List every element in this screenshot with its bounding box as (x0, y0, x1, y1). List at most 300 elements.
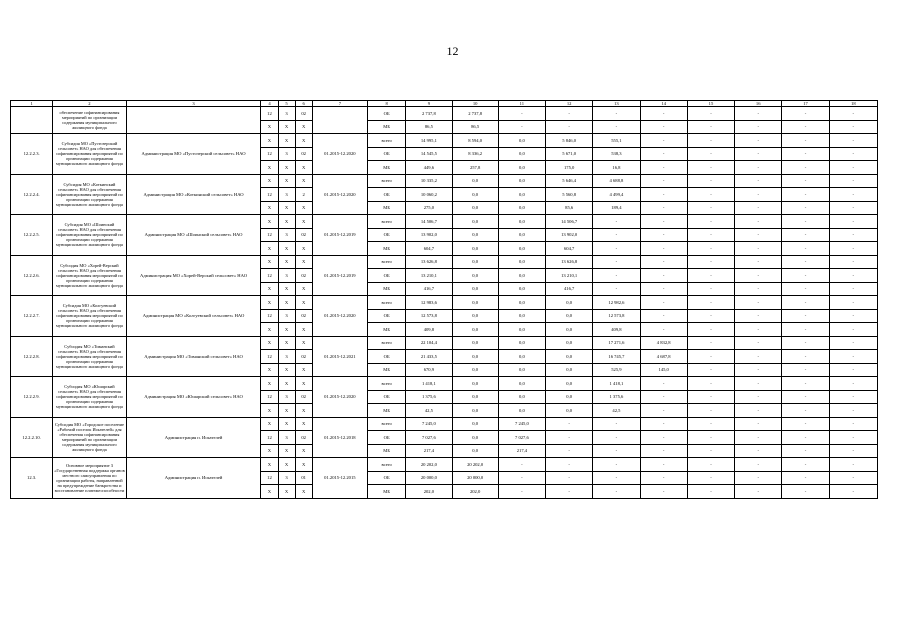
funding-source-cell: всего (368, 255, 406, 269)
amount-cell: - (735, 323, 782, 337)
amount-cell: - (687, 296, 734, 310)
amount-cell: 1 375,6 (406, 390, 452, 404)
code-cell: X (278, 134, 295, 148)
amount-cell: 0,0 (452, 390, 498, 404)
amount-cell: - (640, 404, 687, 418)
code-cell: X (261, 215, 278, 229)
code-cell: 02 (295, 147, 312, 161)
funding-source-cell: ОБ (368, 350, 406, 364)
code-cell: X (278, 336, 295, 350)
amount-cell: - (829, 282, 877, 296)
amount-cell: 0,0 (452, 431, 498, 445)
amount-cell: - (782, 417, 829, 431)
amount-cell: - (498, 107, 545, 121)
code-cell: X (278, 444, 295, 458)
amount-cell: - (687, 350, 734, 364)
amount-cell: - (735, 120, 782, 134)
amount-cell: 2 737,8 (406, 107, 452, 121)
amount-cell: - (640, 417, 687, 431)
amount-cell: 0,0 (546, 390, 593, 404)
amount-cell: 13 626,8 (546, 255, 593, 269)
amount-cell: - (829, 350, 877, 364)
executor-cell (126, 107, 261, 134)
code-cell: 12 (261, 269, 278, 283)
period-cell: 01.2015-12.2020 (312, 174, 367, 215)
funding-source-cell: МБ (368, 444, 406, 458)
amount-cell: - (640, 174, 687, 188)
amount-cell: 0,0 (452, 242, 498, 256)
amount-cell: - (782, 174, 829, 188)
amount-cell: 1 418,1 (593, 377, 640, 391)
amount-cell: - (829, 147, 877, 161)
funding-source-cell: МБ (368, 323, 406, 337)
funding-source-cell: МБ (368, 363, 406, 377)
funding-source-cell: МБ (368, 404, 406, 418)
code-cell: X (295, 242, 312, 256)
amount-cell: - (640, 255, 687, 269)
amount-cell: 22 104,4 (406, 336, 452, 350)
amount-cell: - (593, 444, 640, 458)
amount-cell: 0,0 (498, 336, 545, 350)
amount-cell: 0,0 (546, 350, 593, 364)
funding-source-cell: ОБ (368, 309, 406, 323)
code-cell: X (261, 363, 278, 377)
amount-cell: - (546, 444, 593, 458)
code-cell: 02 (295, 431, 312, 445)
amount-cell: - (687, 323, 734, 337)
amount-cell: 0,0 (452, 174, 498, 188)
amount-cell: - (687, 147, 734, 161)
amount-cell: - (735, 188, 782, 202)
amount-cell: - (829, 458, 877, 472)
code-cell: X (261, 296, 278, 310)
code-cell: 12 (261, 107, 278, 121)
amount-cell: 0,0 (498, 174, 545, 188)
amount-cell: 7 027,6 (406, 431, 452, 445)
amount-cell: - (829, 309, 877, 323)
amount-cell: - (640, 431, 687, 445)
code-cell: 3 (278, 309, 295, 323)
code-cell: X (278, 161, 295, 175)
amount-cell: 10 060,2 (406, 188, 452, 202)
column-number-header: 16 (735, 101, 782, 107)
code-cell: 3 (278, 269, 295, 283)
item-number-cell: 12.2.2.9. (11, 377, 53, 418)
amount-cell: - (687, 471, 734, 485)
period-cell: 01.2015-12.2021 (312, 336, 367, 377)
amount-cell: - (687, 201, 734, 215)
period-cell: 01.2015-12.2020 (312, 377, 367, 418)
amount-cell: - (735, 417, 782, 431)
amount-cell: - (829, 228, 877, 242)
amount-cell: 4 499,4 (593, 188, 640, 202)
code-cell: X (295, 201, 312, 215)
column-number-header: 17 (782, 101, 829, 107)
amount-cell: 20 202,0 (406, 458, 452, 472)
amount-cell: - (687, 228, 734, 242)
amount-cell: - (735, 269, 782, 283)
code-cell: 12 (261, 350, 278, 364)
amount-cell: - (782, 269, 829, 283)
code-cell: X (295, 458, 312, 472)
amount-cell: - (829, 120, 877, 134)
amount-cell: - (735, 471, 782, 485)
amount-cell: 0,0 (498, 323, 545, 337)
amount-cell: 449,6 (406, 161, 452, 175)
amount-cell: - (735, 458, 782, 472)
amount-cell: 85,6 (546, 201, 593, 215)
amount-cell: - (687, 444, 734, 458)
code-cell: X (278, 404, 295, 418)
amount-cell: 0,0 (498, 404, 545, 418)
amount-cell: - (546, 458, 593, 472)
amount-cell: - (687, 431, 734, 445)
amount-cell: - (782, 134, 829, 148)
amount-cell: - (782, 323, 829, 337)
code-cell: X (261, 444, 278, 458)
amount-cell: - (782, 147, 829, 161)
amount-cell: - (687, 390, 734, 404)
amount-cell: - (829, 134, 877, 148)
amount-cell: 13 626,8 (406, 255, 452, 269)
budget-table (10, 100, 878, 499)
amount-cell: - (593, 417, 640, 431)
amount-cell: 0,0 (498, 147, 545, 161)
description-cell: Субсидия МО «Колгуевский сельсовет» НАО для обеспечения софинансирования мероприятий по организации содержания муниципального жилищного фонда (53, 296, 126, 337)
amount-cell: - (735, 255, 782, 269)
code-cell: X (295, 404, 312, 418)
amount-cell: - (640, 107, 687, 121)
amount-cell: - (593, 228, 640, 242)
table-row (11, 336, 878, 350)
amount-cell: - (735, 215, 782, 229)
code-cell: X (278, 296, 295, 310)
amount-cell: - (593, 242, 640, 256)
amount-cell: - (782, 377, 829, 391)
amount-cell: 0,0 (452, 296, 498, 310)
amount-cell: - (829, 444, 877, 458)
amount-cell: - (782, 201, 829, 215)
code-cell: X (261, 458, 278, 472)
amount-cell: 0,0 (498, 188, 545, 202)
executor-cell: Администрация МО «Колгуевский сельсовет» НАО (126, 296, 261, 337)
code-cell: X (261, 161, 278, 175)
amount-cell: - (640, 282, 687, 296)
amount-cell: 0,0 (498, 255, 545, 269)
code-cell: 12 (261, 188, 278, 202)
funding-source-cell: МБ (368, 161, 406, 175)
amount-cell: - (735, 363, 782, 377)
code-cell: 12 (261, 390, 278, 404)
description-cell: Субсидия МО «Городское поселение «Рабочий поселок Искателей» для обеспечения софинансирования мероприятий по организации содержания муниципального жилищного фонда (53, 417, 126, 458)
amount-cell: 604,7 (406, 242, 452, 256)
amount-cell: - (687, 215, 734, 229)
table-row (11, 377, 878, 391)
period-cell: 01.2015-12.2020 (312, 134, 367, 175)
amount-cell: 10 335,2 (406, 174, 452, 188)
amount-cell: - (735, 242, 782, 256)
amount-cell: - (593, 485, 640, 499)
amount-cell: - (782, 444, 829, 458)
amount-cell: - (782, 336, 829, 350)
amount-cell: - (782, 107, 829, 121)
amount-cell: - (687, 282, 734, 296)
funding-source-cell: всего (368, 296, 406, 310)
description-cell: Субсидия МО «Юшарский сельсовет» НАО для обеспечения софинансирования мероприятий по организации содержания муниципального жилищного фонда (53, 377, 126, 418)
code-cell: X (295, 363, 312, 377)
code-cell: X (295, 336, 312, 350)
amount-cell: 13 210,1 (406, 269, 452, 283)
funding-source-cell: ОБ (368, 471, 406, 485)
item-number-cell: 12.2.2.4. (11, 174, 53, 215)
amount-cell: - (687, 161, 734, 175)
table-row (11, 174, 878, 188)
code-cell: 3 (278, 107, 295, 121)
amount-cell: - (829, 363, 877, 377)
amount-cell: - (735, 296, 782, 310)
code-cell: X (278, 282, 295, 296)
amount-cell: - (735, 431, 782, 445)
column-number-header: 11 (498, 101, 545, 107)
amount-cell: - (640, 269, 687, 283)
amount-cell: 12 573,8 (593, 309, 640, 323)
amount-cell: 525,9 (593, 363, 640, 377)
amount-cell: - (687, 107, 734, 121)
code-cell: 02 (295, 107, 312, 121)
item-number-cell: 12.2.2.5. (11, 215, 53, 256)
amount-cell: - (546, 417, 593, 431)
amount-cell: - (640, 444, 687, 458)
amount-cell: - (593, 215, 640, 229)
code-cell: 02 (295, 228, 312, 242)
amount-cell: 17 271,6 (593, 336, 640, 350)
amount-cell: 257,8 (452, 161, 498, 175)
amount-cell: 0,0 (546, 296, 593, 310)
amount-cell: 0,0 (546, 323, 593, 337)
page-number: 12 (446, 44, 459, 58)
amount-cell: - (782, 296, 829, 310)
code-cell: 3 (278, 350, 295, 364)
amount-cell: - (829, 107, 877, 121)
column-number-header: 6 (295, 101, 312, 107)
funding-source-cell: МБ (368, 242, 406, 256)
amount-cell: 12 983,6 (406, 296, 452, 310)
amount-cell: - (498, 485, 545, 499)
amount-cell: 14 506,7 (546, 215, 593, 229)
amount-cell: 7 245,0 (498, 417, 545, 431)
code-cell: X (261, 242, 278, 256)
amount-cell: - (782, 471, 829, 485)
description-cell: Субсидия МО «Коткинский сельсовет» НАО для обеспечения софинансирования мероприятий по организации содержания муниципального жилищного фонда (53, 174, 126, 215)
code-cell: X (295, 485, 312, 499)
amount-cell: 189,4 (593, 201, 640, 215)
code-cell: 02 (295, 269, 312, 283)
code-cell: 02 (295, 350, 312, 364)
amount-cell: 217,4 (406, 444, 452, 458)
amount-cell: - (829, 174, 877, 188)
amount-cell: - (640, 309, 687, 323)
amount-cell: - (782, 485, 829, 499)
amount-cell: - (829, 336, 877, 350)
amount-cell: 217,4 (498, 444, 545, 458)
code-cell: X (261, 404, 278, 418)
amount-cell: 0,0 (452, 323, 498, 337)
column-number-header: 1 (11, 101, 53, 107)
amount-cell: 0,0 (452, 215, 498, 229)
amount-cell: 13 902,0 (546, 228, 593, 242)
amount-cell: - (735, 350, 782, 364)
amount-cell: - (593, 471, 640, 485)
amount-cell: - (593, 269, 640, 283)
amount-cell: - (782, 363, 829, 377)
amount-cell: 14 995,1 (406, 134, 452, 148)
table-row (11, 417, 878, 431)
amount-cell: 0,0 (452, 255, 498, 269)
column-number-header: 5 (278, 101, 295, 107)
amount-cell: 0,0 (498, 296, 545, 310)
amount-cell: 13 210,1 (546, 269, 593, 283)
amount-cell: - (687, 417, 734, 431)
table-row (11, 134, 878, 148)
executor-cell: Администрация МО «Коткинский сельсовет» НАО (126, 174, 261, 215)
code-cell: 3 (278, 147, 295, 161)
amount-cell: 175,0 (546, 161, 593, 175)
code-cell: X (261, 417, 278, 431)
funding-source-cell: ОБ (368, 269, 406, 283)
amount-cell: - (829, 390, 877, 404)
amount-cell: - (829, 161, 877, 175)
amount-cell: 0,0 (498, 215, 545, 229)
amount-cell: - (735, 161, 782, 175)
code-cell: 12 (261, 228, 278, 242)
amount-cell: 0,0 (452, 188, 498, 202)
amount-cell: 20 202,0 (452, 458, 498, 472)
code-cell: 3 (278, 471, 295, 485)
item-number-cell: 12.2.2.6. (11, 255, 53, 296)
amount-cell: 5 671,0 (546, 147, 593, 161)
code-cell: X (295, 120, 312, 134)
amount-cell: - (546, 471, 593, 485)
amount-cell: 0,0 (498, 363, 545, 377)
funding-source-cell: ОБ (368, 431, 406, 445)
code-cell: X (295, 282, 312, 296)
amount-cell: 0,0 (452, 282, 498, 296)
code-cell: 3 (278, 228, 295, 242)
period-cell: 01.2015-12.2018 (312, 417, 367, 458)
amount-cell: - (593, 107, 640, 121)
amount-cell: 5 560,8 (546, 188, 593, 202)
code-cell: X (278, 363, 295, 377)
amount-cell: 12 573,8 (406, 309, 452, 323)
code-cell: X (261, 336, 278, 350)
period-cell: 01.2015-12.2019 (312, 215, 367, 256)
amount-cell: - (593, 120, 640, 134)
amount-cell: 1 418,1 (406, 377, 452, 391)
description-cell: Субсидия МО «Хорей-Верский сельсовет» НАО для обеспечения софинансирования мероприятий по организации содержания муниципального жилищного фонда (53, 255, 126, 296)
amount-cell: - (640, 161, 687, 175)
amount-cell: 0,0 (452, 201, 498, 215)
amount-cell: - (735, 282, 782, 296)
executor-cell: Администрация п. Искателей (126, 417, 261, 458)
amount-cell: 16 745,7 (593, 350, 640, 364)
code-cell: 3 (278, 390, 295, 404)
amount-cell: 2 737,8 (452, 107, 498, 121)
amount-cell: - (735, 390, 782, 404)
code-cell: X (278, 215, 295, 229)
amount-cell: - (687, 377, 734, 391)
amount-cell: - (687, 269, 734, 283)
amount-cell: 4 832,8 (640, 336, 687, 350)
amount-cell: - (640, 188, 687, 202)
amount-cell: - (640, 485, 687, 499)
amount-cell: 538,3 (593, 147, 640, 161)
amount-cell: 42,5 (593, 404, 640, 418)
amount-cell: - (640, 377, 687, 391)
amount-cell: - (735, 147, 782, 161)
description-cell: Субсидия МО «Шоинский сельсовет» НАО для обеспечения софинансирования мероприятий по организации содержания муниципального жилищного фонда (53, 215, 126, 256)
funding-source-cell: МБ (368, 485, 406, 499)
amount-cell: 0,0 (546, 336, 593, 350)
code-cell: X (278, 255, 295, 269)
amount-cell: - (735, 134, 782, 148)
amount-cell: - (498, 120, 545, 134)
amount-cell: - (640, 458, 687, 472)
amount-cell: 5 646,4 (546, 174, 593, 188)
amount-cell: - (782, 458, 829, 472)
amount-cell: 0,0 (498, 269, 545, 283)
amount-cell: 0,0 (452, 417, 498, 431)
amount-cell: 16,8 (593, 161, 640, 175)
amount-cell: 0,0 (452, 336, 498, 350)
code-cell: X (261, 485, 278, 499)
amount-cell: 0,0 (452, 404, 498, 418)
amount-cell: 0,0 (498, 309, 545, 323)
column-number-header: 2 (53, 101, 126, 107)
amount-cell: 275,0 (406, 201, 452, 215)
amount-cell: 4 688,8 (593, 174, 640, 188)
code-cell: X (278, 485, 295, 499)
funding-source-cell: ОБ (368, 147, 406, 161)
funding-source-cell: ОБ (368, 188, 406, 202)
amount-cell: - (829, 296, 877, 310)
amount-cell: - (829, 471, 877, 485)
code-cell: X (261, 201, 278, 215)
column-number-header: 12 (546, 101, 593, 107)
amount-cell: - (782, 350, 829, 364)
amount-cell: 0,0 (546, 377, 593, 391)
code-cell: X (261, 323, 278, 337)
table-row (11, 107, 878, 121)
amount-cell: - (687, 242, 734, 256)
amount-cell: 0,0 (452, 309, 498, 323)
amount-cell: - (782, 255, 829, 269)
amount-cell: - (829, 323, 877, 337)
executor-cell: Администрация МО «Хорей-Верский сельсовет» НАО (126, 255, 261, 296)
amount-cell: 12 982,6 (593, 296, 640, 310)
code-cell: X (261, 120, 278, 134)
executor-cell: Администрация МО «Тиманский сельсовет» НАО (126, 336, 261, 377)
amount-cell: - (640, 323, 687, 337)
amount-cell: - (829, 255, 877, 269)
executor-cell: Администрация МО «Пустозерский сельсовет» НАО (126, 134, 261, 175)
funding-source-cell: ОБ (368, 228, 406, 242)
amount-cell: - (782, 309, 829, 323)
table-row (11, 255, 878, 269)
amount-cell: 86,5 (406, 120, 452, 134)
amount-cell: 409,8 (406, 323, 452, 337)
column-number-header: 9 (406, 101, 452, 107)
column-number-header: 8 (368, 101, 406, 107)
